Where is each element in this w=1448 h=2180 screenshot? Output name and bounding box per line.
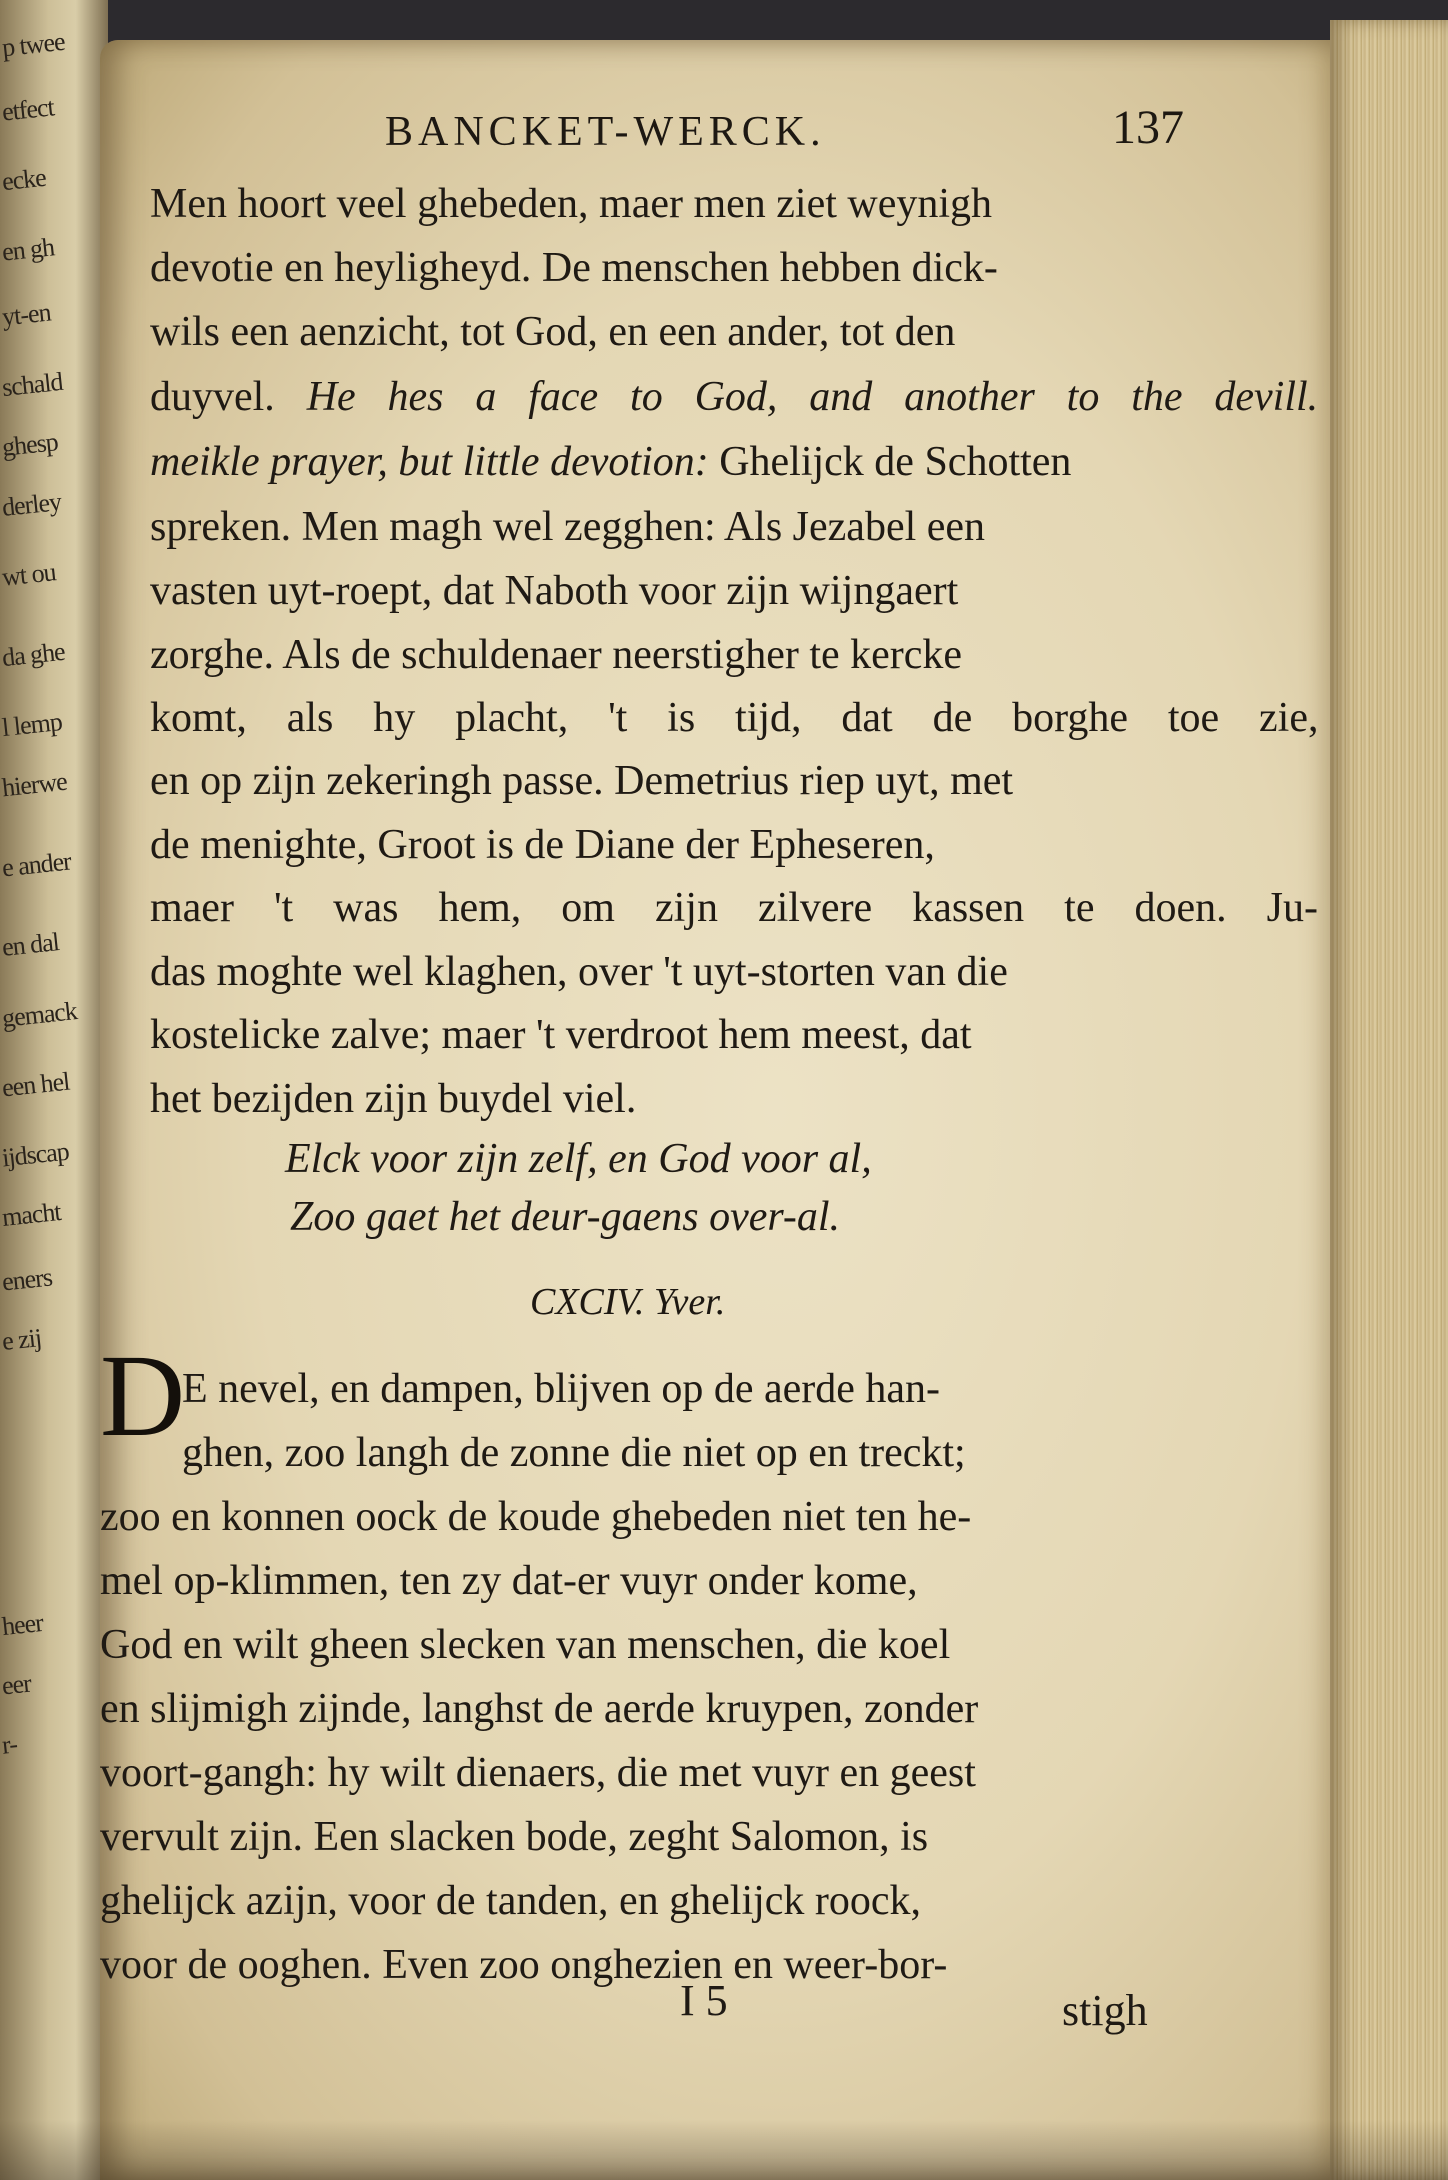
verse-line-text: Elck voor zijn zelf, en God voor al, bbox=[285, 1136, 872, 1182]
body-line: zorghe. Als de schuldenaer neerstigher te kercke bbox=[150, 632, 963, 678]
body-line: maer 't was hem, om zijn zilvere kassen te doen. Ju- bbox=[150, 885, 1318, 931]
body-line: Ghelijck de Schotten bbox=[719, 439, 1072, 485]
facing-page-fragment: en dal bbox=[0, 927, 61, 962]
facing-page-fragment: e zij bbox=[0, 1323, 43, 1356]
facing-page-fragment: wt ou bbox=[0, 557, 57, 592]
body-line: komt, als hy placht, 't is tijd, dat de borghe toe zie, bbox=[150, 695, 1319, 741]
body-line: en op zijn zekeringh passe. Demetrius riep uyt, met bbox=[150, 758, 1014, 804]
facing-page-fragment: macht bbox=[0, 1197, 62, 1232]
body-line: zoo en konnen oock de koude ghebeden niet ten he- bbox=[100, 1494, 972, 1540]
section-heading: CXCIV. Yver. bbox=[530, 1281, 726, 1323]
facing-page-fragment: heer bbox=[0, 1607, 45, 1642]
facing-page-fragment: ghesp bbox=[0, 427, 59, 462]
facing-page-fragment: l lemp bbox=[0, 706, 64, 743]
body-line: voor de ooghen. Even zoo onghezien en weer-bor- bbox=[100, 1942, 948, 1988]
facing-page-fragment: da ghe bbox=[0, 636, 66, 673]
facing-page-fragment: derley bbox=[0, 487, 63, 523]
english-quote: He hes a face to God, and another to the devill. bbox=[306, 374, 1319, 420]
facing-page-fragment: eer bbox=[0, 1668, 33, 1701]
body-line: devotie en heyligheyd. De menschen hebben dick- bbox=[150, 245, 998, 291]
body-line: voort-gangh: hy wilt dienaers, die met vuyr en geest bbox=[100, 1750, 976, 1796]
body-line: das moghte wel klaghen, over 't uyt-storten van die bbox=[150, 949, 1008, 995]
facing-page-fragment: yt-en bbox=[0, 297, 52, 332]
verse-line-text: Zoo gaet het deur-gaens over-al. bbox=[290, 1194, 841, 1240]
body-line: kostelicke zalve; maer 't verdroot hem meest, dat bbox=[150, 1012, 972, 1058]
body-line: vervult zijn. Een slacken bode, zeght Salomon, is bbox=[100, 1814, 929, 1860]
facing-page-fragment: r- bbox=[0, 1729, 19, 1760]
catchword: stigh bbox=[1062, 1986, 1148, 2035]
body-line: ghelijck azijn, voor de tanden, en ghelijck roock, bbox=[100, 1878, 922, 1924]
body-line: het bezijden zijn buydel viel. bbox=[150, 1076, 637, 1122]
facing-page-fragment: ijdscap bbox=[0, 1136, 70, 1173]
facing-page-fragment: hierwe bbox=[0, 766, 69, 803]
body-line: ghen, zoo langh de zonne die niet op en treckt; bbox=[182, 1430, 966, 1476]
facing-page-fragment: een hel bbox=[0, 1066, 71, 1103]
body-line: duyvel. bbox=[150, 374, 275, 420]
body-line: vasten uyt-roept, dat Naboth voor zijn wijngaert bbox=[150, 568, 959, 614]
signature-mark: I 5 bbox=[680, 1976, 728, 2025]
facing-page-fragment: en gh bbox=[0, 232, 56, 267]
page-shadow bbox=[0, 2120, 1448, 2180]
english-quote-continued: meikle prayer, but little devotion: bbox=[150, 439, 709, 485]
body-line-with-quote bbox=[150, 376, 1318, 418]
verse-line bbox=[285, 1138, 872, 1180]
body-line: God en wilt gheen slecken van menschen, die koel bbox=[100, 1622, 951, 1668]
body-line: E nevel, en dampen, blijven op de aerde han- bbox=[182, 1366, 941, 1412]
facing-page-fragment: schald bbox=[0, 366, 64, 403]
body-line: Men hoort veel ghebeden, maer men ziet weynigh bbox=[150, 181, 993, 227]
facing-page-fragment: etfect bbox=[0, 92, 56, 127]
verse-line bbox=[290, 1196, 840, 1238]
body-line: mel op-klimmen, ten zy dat-er vuyr onder kome, bbox=[100, 1558, 918, 1604]
running-title: BANCKET-WERCK. bbox=[385, 109, 826, 155]
body-line: wils een aenzicht, tot God, en een ander, tot den bbox=[150, 309, 956, 355]
facing-page-fragment: eners bbox=[0, 1262, 54, 1297]
page-number: 137 bbox=[1112, 101, 1184, 154]
facing-page-fragment: e ander bbox=[0, 846, 73, 883]
body-line-with-quote bbox=[150, 441, 1071, 483]
body-line: spreken. Men magh wel zegghen: Als Jezabel een bbox=[150, 504, 986, 550]
page-block-edge bbox=[1330, 20, 1448, 2180]
body-line: en slijmigh zijnde, langhst de aerde kruypen, zonder bbox=[100, 1686, 979, 1732]
body-line: de menighte, Groot is de Diane der Epheseren, bbox=[150, 822, 935, 868]
drop-capital: D bbox=[100, 1330, 186, 1461]
facing-page-fragment: gemack bbox=[0, 996, 79, 1033]
facing-page-fragment: p twee bbox=[0, 26, 66, 63]
facing-page-fragment: ecke bbox=[0, 162, 47, 197]
facing-page-edge bbox=[0, 0, 108, 2180]
